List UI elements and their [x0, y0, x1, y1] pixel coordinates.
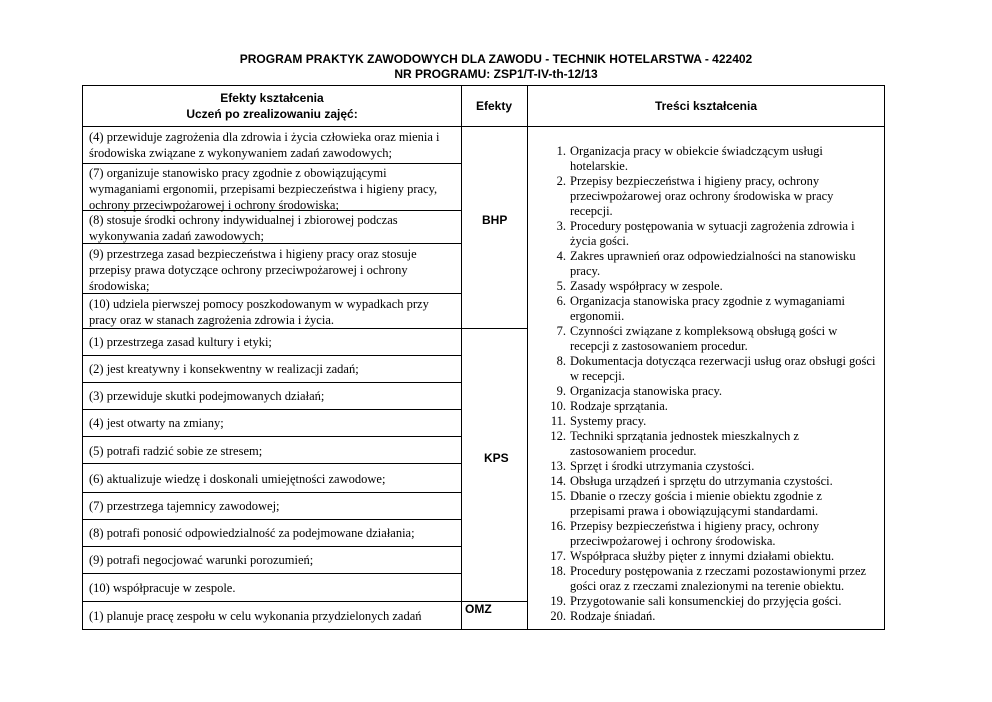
document-title: PROGRAM PRAKTYK ZAWODOWYCH DLA ZAWODU - TECHNIK HOTELARSTWA - 422402	[239, 52, 753, 66]
omz-code: OMZ	[465, 602, 492, 616]
row-divider	[82, 463, 462, 464]
kps-effect-7: (7) przestrzega tajemnicy zawodowej;	[89, 499, 280, 513]
list-item	[508, 459, 878, 474]
bhp-code: BHP	[482, 213, 508, 227]
list-item	[508, 174, 878, 219]
col3-header: Treści kształcenia	[654, 99, 758, 113]
item-number: 5 .	[544, 279, 566, 294]
kps-effect-6: (6) aktualizuje wiedzę i doskonali umiejętności zawodowe;	[89, 472, 386, 486]
item-number: 16 .	[544, 519, 566, 534]
item-text: Dokumentacja dotycząca rezerwacji usług oraz obsługi gości w recepcji.	[570, 354, 876, 383]
list-item	[508, 384, 878, 399]
list-item	[508, 594, 878, 609]
row-divider	[82, 519, 462, 520]
row-divider	[82, 436, 462, 437]
col1-header-line2: Uczeń po zrealizowaniu zajęć:	[186, 107, 358, 121]
list-item	[508, 564, 878, 594]
row-divider	[82, 492, 462, 493]
group-divider	[82, 601, 528, 602]
item-text: Zasady współpracy w zespole.	[570, 279, 723, 293]
item-number: 19 .	[544, 594, 566, 609]
list-item	[508, 144, 878, 174]
item-text: Sprzęt i środki utrzymania czystości.	[570, 459, 755, 473]
list-item	[508, 414, 878, 429]
col1-header-line1: Efekty kształcenia	[220, 91, 324, 105]
item-text: Procedury postępowania z rzeczami pozostawionymi przez gości oraz z rzeczami znalezionymi na terenie obiektu.	[570, 564, 867, 593]
item-text: Rodzaje śniadań.	[570, 609, 656, 623]
item-number: 6 .	[544, 294, 566, 309]
column-divider	[461, 85, 462, 630]
header-divider	[82, 126, 885, 127]
item-text: Przepisy bezpieczeństwa i higieny pracy, ochrony przeciwpożarowej i ochrony środowiska.	[570, 519, 820, 548]
list-item	[508, 429, 878, 459]
item-number: 10 .	[544, 399, 566, 414]
row-divider	[82, 163, 462, 164]
list-item	[508, 474, 878, 489]
row-divider	[82, 546, 462, 547]
kps-effect-10: (10) współpracuje w zespole.	[89, 581, 236, 595]
list-item	[508, 489, 878, 519]
item-number: 7 .	[544, 324, 566, 339]
list-item	[508, 549, 878, 564]
item-number: 4 .	[544, 249, 566, 264]
item-text: Dbanie o rzeczy gościa i mienie obiektu zgodnie z przepisami prawa i obowiązującymi standardami.	[570, 489, 822, 518]
item-text: Zakres uprawnień oraz odpowiedzialności na stanowisku pracy.	[570, 249, 856, 278]
bhp-effect-8: (8) stosuje środki ochrony indywidualnej i zbiorowej podczas wykonywania zadań zawodowych;	[89, 213, 398, 243]
item-text: Współpraca służby pięter z innymi działami obiektu.	[570, 549, 835, 563]
omz-effect-1: (1) planuje pracę zespołu w celu wykonania przydzielonych zadań	[89, 609, 422, 623]
list-item	[508, 354, 878, 384]
kps-effect-5: (5) potrafi radzić sobie ze stresem;	[89, 444, 263, 458]
bhp-effect-4: (4) przewiduje zagrożenia dla zdrowia i życia człowieka oraz mienia i środowiska związane z wykonywaniem zadań zawodowych;	[89, 130, 440, 160]
item-text: Organizacja stanowiska pracy zgodnie z wymaganiami ergonomii.	[570, 294, 846, 323]
row-divider	[82, 355, 462, 356]
list-item	[508, 219, 878, 249]
item-number: 1 .	[544, 144, 566, 159]
item-text: Obsługa urządzeń i sprzętu do utrzymania czystości.	[570, 474, 833, 488]
row-divider	[82, 409, 462, 410]
item-text: Organizacja pracy w obiekcie świadczącym usługi hotelarskie.	[570, 144, 823, 173]
item-number: 18 .	[544, 564, 566, 579]
kps-effect-2: (2) jest kreatywny i konsekwentny w realizacji zadań;	[89, 362, 359, 376]
list-item	[508, 324, 878, 354]
item-number: 11 .	[544, 414, 566, 429]
list-item	[508, 609, 878, 624]
kps-effect-8: (8) potrafi ponosić odpowiedzialność za podejmowane działania;	[89, 526, 415, 540]
item-text: Rodzaje sprzątania.	[570, 399, 668, 413]
item-number: 8 .	[544, 354, 566, 369]
bhp-effect-9: (9) przestrzega zasad bezpieczeństwa i higieny pracy oraz stosuje przepisy prawa dotyczące ochrony przeciwpożarowej i ochrony środowiska;	[89, 247, 417, 293]
group-divider	[82, 328, 528, 329]
bhp-effect-10: (10) udziela pierwszej pomocy poszkodowanym w wypadkach przy pracy oraz w stanach zagrożenia zdrowia i życia.	[89, 297, 429, 327]
item-text: Procedury postępowania w sytuacji zagrożenia zdrowia i życia gości.	[570, 219, 855, 248]
kps-effect-3: (3) przewiduje skutki podejmowanych działań;	[89, 389, 325, 403]
row-divider	[82, 573, 462, 574]
item-number: 20 .	[544, 609, 566, 624]
item-text: Organizacja stanowiska pracy.	[570, 384, 723, 398]
kps-effect-4: (4) jest otwarty na zmiany;	[89, 416, 224, 430]
list-item	[508, 399, 878, 414]
item-number: 13 .	[544, 459, 566, 474]
item-number: 2 .	[544, 174, 566, 189]
item-text: Techniki sprzątania jednostek mieszkalnych z zastosowaniem procedur.	[570, 429, 799, 458]
kps-effect-1: (1) przestrzega zasad kultury i etyki;	[89, 335, 272, 349]
program-number: NR PROGRAMU: ZSP1/T-IV-th-12/13	[394, 67, 598, 81]
kps-effect-9: (9) potrafi negocjować warunki porozumień;	[89, 553, 314, 567]
item-number: 17 .	[544, 549, 566, 564]
item-number: 15 .	[544, 489, 566, 504]
item-number: 9 .	[544, 384, 566, 399]
bhp-effect-7: (7) organizuje stanowisko pracy zgodnie z obowiązującymi wymaganiami ergonomii, przepisami bezpieczeństwa i higieny pracy, ochrony przeciwpożarowej i ochrony środowiska;	[89, 166, 438, 212]
item-number: 12 .	[544, 429, 566, 444]
col2-header: Efekty	[475, 99, 513, 113]
list-item	[508, 279, 878, 294]
training-contents-list	[508, 144, 878, 624]
item-text: Przygotowanie sali konsumenckiej do przyjęcia gości.	[570, 594, 842, 608]
item-text: Przepisy bezpieczeństwa i higieny pracy, ochrony przeciwpożarowej oraz ochrony środowiska w pracy recepcji.	[570, 174, 834, 218]
row-divider	[82, 382, 462, 383]
list-item	[508, 294, 878, 324]
item-number: 3 .	[544, 219, 566, 234]
item-text: Czynności związane z kompleksową obsługą gości w recepcji z zastosowaniem procedur.	[570, 324, 838, 353]
list-item	[508, 519, 878, 549]
item-text: Systemy pracy.	[570, 414, 647, 428]
item-number: 14 .	[544, 474, 566, 489]
list-item	[508, 249, 878, 279]
kps-code: KPS	[484, 451, 509, 465]
